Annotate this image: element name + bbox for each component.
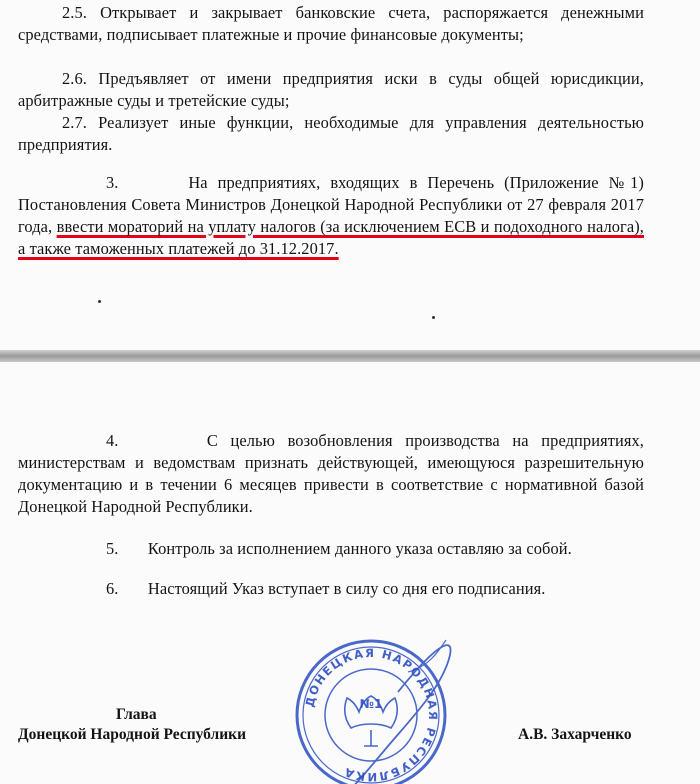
document-page-top bbox=[0, 0, 700, 350]
clause-3-number: 3. bbox=[106, 173, 119, 192]
clause-3 bbox=[18, 172, 644, 260]
clause-2-5: 2.5. Открывает и закрывает банковские счета, распоряжается денежными средствами, подписывает платежные и прочие финансовые документы; bbox=[18, 3, 644, 44]
clause-2-7: 2.7. Реализует иные функции, необходимые для управления деятельностью предприятия. bbox=[18, 113, 644, 154]
clause-6 bbox=[18, 578, 644, 600]
clause-4-text: С целью возобновления производства на предприятиях, министерствам и ведомствам признать действующей, имеющуюся разрешительную документацию и в течении 6 месяцев привести в соответствие с нормативной базой Донецкой Народной Республики. bbox=[18, 431, 644, 516]
page-divider bbox=[0, 350, 700, 362]
clause-3-text: На предприятиях, входящих в Перечень (Приложение №1) Постановления Совета Министров Донецкой Народной Республики от 27 февраля 2017 года, bbox=[18, 173, 644, 236]
clause-2-6: 2.6. Предъявляет от имени предприятия иски в суды общей юрисдикции, арбитражные суды и третейские суды; bbox=[18, 69, 644, 110]
signature-title-line2: Донецкой Народной Республики bbox=[18, 726, 247, 743]
official-seal-icon bbox=[288, 632, 454, 784]
clause-5 bbox=[18, 538, 644, 560]
scan-speck bbox=[98, 300, 101, 303]
clause-4-number: 4. bbox=[106, 431, 119, 450]
clause-6-text: Настоящий Указ вступает в силу со дня его подписания. bbox=[147, 579, 546, 598]
signature-title-line1: Глава bbox=[116, 706, 157, 723]
clause-3-highlighted-text: ввести мораторий на уплату налогов (за исключением ЕСВ и подоходного налога), а также таможенных платежей до 31.12.2017. bbox=[18, 217, 644, 258]
clause-4 bbox=[18, 430, 644, 518]
signatory-name: А.В. Захарченко bbox=[518, 726, 632, 743]
clause-5-number: 5. bbox=[106, 539, 119, 558]
clause-5-text: Контроль за исполнением данного указа оставляю за собой. bbox=[147, 539, 572, 558]
clause-6-number: 6. bbox=[106, 579, 119, 598]
seal-ring-text: ДОНЕЦКАЯ НАРОДНАЯ РЕСПУБЛИКА bbox=[302, 645, 441, 784]
seal-number: №1 bbox=[359, 697, 383, 711]
scan-speck bbox=[432, 316, 435, 319]
document-page-bottom bbox=[0, 362, 700, 784]
